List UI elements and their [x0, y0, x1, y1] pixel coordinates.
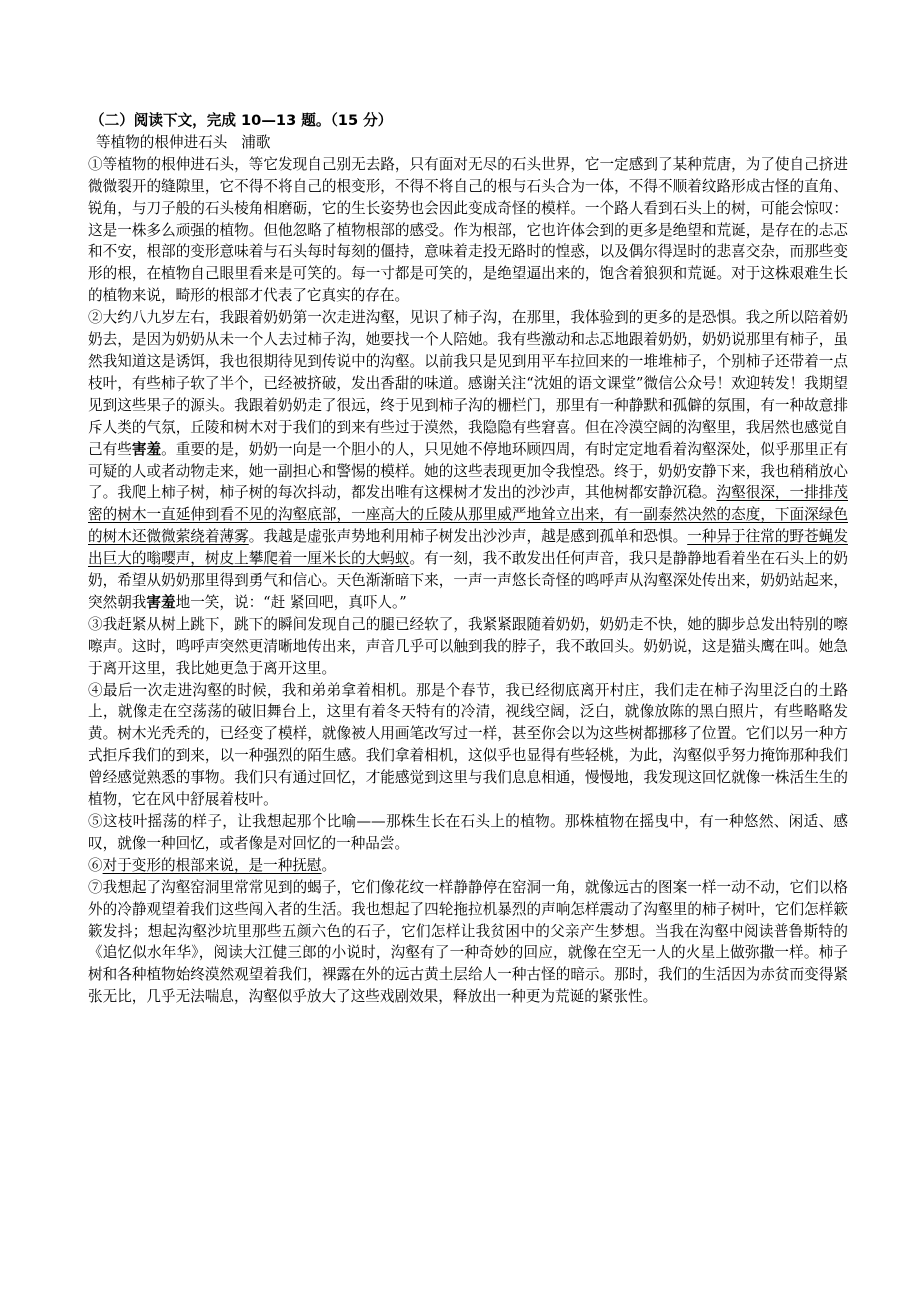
- paragraph-3: ③我赶紧从树上跳下，跳下的瞬间发现自己的腿已经软了，我紧紧跟随着奶奶，奶奶走不快，她的脚步总发出特别的嚓嚓声。这时，鸣呼声突然更清晰地传出来，声音几乎可以触到我的脖子，我不敢回头。奶奶说，这是猫头鹰在叫。她急于离开这里，我比她更急于离开这里。: [88, 615, 848, 677]
- essay-title-line: [96, 132, 848, 154]
- document-page: [88, 110, 848, 1008]
- underlined-sentence-3: 对于变形的根部来说，是一种抚慰: [102, 856, 322, 874]
- bold-word-haixiu-1: 害羞: [131, 440, 162, 458]
- section-heading: （二）阅读下文，完成 10—13 题。（15 分）: [90, 112, 393, 129]
- essay-author: 浦歌: [241, 133, 271, 151]
- essay-title: 等植物的根伸进石头: [96, 133, 228, 151]
- underlined-sentence-1: 沟壑很深，一排排茂密的树木一直延伸到看不见的沟壑底部，一座高大的丘陵从那里威严地耸立出来，有一副泰然决然的态度，下面深绿色的树木还微微萦绕着薄雾: [88, 484, 848, 546]
- paragraph-5: ⑤这枝叶摇荡的样子，让我想起那个比喻——那株生长在石头上的植物。那株植物在摇曳中，有一种悠然、闲适、感叹，就像一种回忆，或者像是对回忆的一种品尝。: [88, 813, 848, 852]
- paragraph-7: ⑦我想起了沟壑窑洞里常常见到的蝎子，它们像花纹一样静静停在窑洞一角，就像远古的图案一样一动不动，它们以格外的冷静观望着我们这些闯入者的生活。我也想起了四轮拖拉机暴烈的声响怎样震动了沟壑里的柿子树叶，它们怎样簌簌发抖；想起沟壑沙坑里那些五颜六色的石子，它们怎样让我贫困中的父亲产生梦想。当我在沟壑中阅读普鲁斯特的《追忆似水年华》，阅读大江健三郎的小说时，沟壑有了一种奇妙的回应，就像在空无一人的火星上做弥撒一样。柿子树和各种植物始终漠然观望着我们，裸露在外的远古黄土层给人一种古怪的暗示。那时，我们的生活因为赤贫而变得紧张无比，几乎无法喘息，沟壑似乎放大了这些戏剧效果，释放出一种更为荒诞的紧张性。: [88, 878, 848, 1006]
- paragraph-4: ④最后一次走进沟壑的时候，我和弟弟拿着相机。那是个春节，我已经彻底离开村庄，我们走在柿子沟里泛白的土路上，就像走在空荡荡的破旧舞台上，这里有着冬天特有的冷清，视线空阔，泛白，就像放陈的黑白照片，有些略略发黄。树木光秃秃的，已经变了模样，就像被人用画笔改写过一样，甚至你会以为这些树都挪移了位置。它们以另一种方式拒斥我们的到来，以一种强烈的陌生感。我们拿着相机，这似乎也显得有些轻桃，为此，沟壑似乎努力掩饰那种我们曾经感觉熟悉的事物。我们只有通过回忆，才能感觉到这里与我们息息相通，慢慢地，我发现这回忆就像一株活生生的植物，它在风中舒展着枝叶。: [88, 681, 848, 809]
- paragraph-1: ①等植物的根伸进石头，等它发现自己别无去路，只有面对无尽的石头世界，它一定感到了某种荒唐，为了使自己挤进微微裂开的缝隙里，它不得不将自己的根变形，不得不将自己的根与石头合为一体，不得不顺着纹路形成古怪的直角、锐角，与刀子般的石头棱角相磨砺，它的生长姿势也会因此变成奇怪的模样。一个路人看到石头上的树，可能会惊叹：这是一株多么顽强的植物。但他忽略了植物根部的感受。作为根部，它也许体会到的更多是绝望和荒诞，是存在的忐忑和不安，根部的变形意味着与石头每时每刻的僵持，意味着走投无路时的惶惑，以及偶尔得逞时的悲喜交杂，而那些变形的根，在植物自己眼里看来是可笑的。每一寸都是可笑的，是绝望逼出来的，饱含着狼狈和荒诞。对于这株艰难生长的植物来说，畸形的根部才代表了它真实的存在。: [88, 155, 848, 305]
- paragraph-2: ②大约八九岁左右，我跟着奶奶第一次走进沟壑，见识了柿子沟，在那里，我体验到的更多的是恐惧。我之所以陪着奶奶去，是因为奶奶从未一个人去过柿子沟，她要找一个人陪她。我有些激动和忐忑地跟着奶奶，奶奶说那里有柿子，虽然我知道这是诱饵，我也很期待见到传说中的沟壑。以前我只是见到用平车拉回来的一堆堆柿子，个别柿子还带着一点枝叶，有些柿子软了半个，已经被挤破，发出香甜的味道。感谢关注“沈姐的语文课堂”微信公众号！欢迎转发！我期望见到这些果子的源头。我跟着奶奶走了很远，终于见到柿子沟的栅栏门，那里有一种静默和孤僻的氛围，有一种故意排斥人类的气氛，丘陵和树木对于我们的到来有些过于漠然，我隐隐有些窘喜。但在冷漠空阔的沟壑里，我居然也感觉自己有些害羞。重要的是，奶奶一向是一个胆小的人，只见她不停地环顾四周，有时定定地看着沟壑深处，似乎那里正有可疑的人或者动物走来，她一副担心和警惕的模样。她的这些表现更加令我惶恐。终于，奶奶安静下来，我也稍稍放心了。我爬上柿子树，柿子树的每次抖动，都发出唯有这棵树才发出的沙沙声，其他树都安静沉稳。沟壑很深，一排排茂密的树木一直延伸到看不见的沟壑底部，一座高大的丘陵从那里威严地耸立出来，有一副泰然决然的态度，下面深绿色的树木还微微萦绕着薄雾。我越是虚张声势地利用柿子树发出沙沙声，越是感到孤单和恐惧。一种异于往常的野苍蝇发出巨大的嗡嘤声，树皮上攀爬着一厘米长的大蚂蚁。有一刻，我不敢发出任何声音，我只是静静地看着坐在石头上的奶奶，希望从奶奶那里得到勇气和信心。天色渐渐暗下来，一声一声悠长奇怪的鸣呼声从沟壑深处传出来，奶奶站起来，突然朝我害羞地一笑，说：“赶 紧回吧，真吓人。”: [88, 309, 848, 611]
- paragraph-6: ⑥对于变形的根部来说，是一种抚慰。: [88, 856, 337, 874]
- underlined-sentence-2: 一种异于往常的野苍蝇发出巨大的嗡嘤声，树皮上攀爬着一厘米长的大蚂蚁: [88, 528, 848, 568]
- bold-word-haixiu-2: 害羞: [146, 593, 176, 611]
